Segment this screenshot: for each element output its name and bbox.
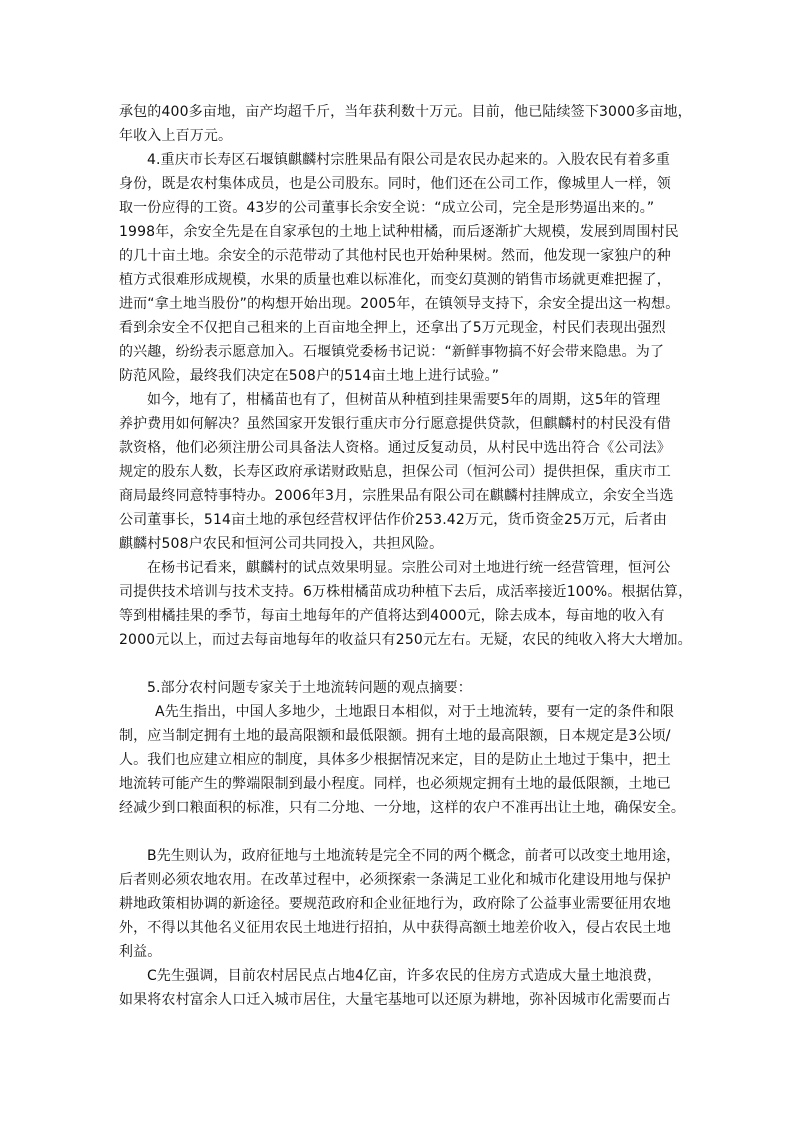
text-line: 的兴趣，纷纷表示愿意加入。石堰镇党委杨书记说：“新鲜事物搞不好会带来隐患。为了 bbox=[119, 344, 665, 360]
text-line: 制，应当制定拥有土地的最高限额和最低限额。拥有土地的最高限额，日本规定是3公顷/ bbox=[119, 728, 671, 744]
text-line: 进而“拿土地当股份”的构想开始出现。2005年，在镇领导支持下，余安全提出这一构想。 bbox=[119, 296, 680, 312]
section-heading: 5.部分农村问题专家关于土地流转问题的观点摘要： bbox=[147, 680, 472, 696]
text-line: 利益。 bbox=[119, 944, 162, 960]
text-line: 如果将农村富余人口迁入城市居住，大量宅基地可以还原为耕地，弥补因城市化需要而占 bbox=[119, 992, 671, 1008]
text-line: B先生则认为，政府征地与土地流转是完全不同的两个概念，前者可以改变土地用途， bbox=[147, 848, 681, 864]
text-line: 年收入上百万元。 bbox=[119, 128, 233, 144]
text-line: A先生指出，中国人多地少，土地跟日本相似，对于土地流转，要有一定的条件和限 bbox=[155, 704, 675, 720]
text-line: 人。我们也应建立相应的制度，具体多少根据情况来定，目的是防止土地过于集中，把土 bbox=[119, 752, 671, 768]
text-line: 经减少到口粮面积的标准，只有二分地、一分地，这样的农户不准再出让土地，确保安全。 bbox=[119, 800, 685, 816]
text-line: 植方式很难形成规模，水果的质量也难以标准化，而变幻莫测的销售市场就更难把握了， bbox=[119, 272, 671, 288]
text-line: 身份，既是农村集体成员，也是公司股东。同时，他们还在公司工作，像城里人一样，领 bbox=[119, 176, 671, 192]
text-line: C先生强调，目前农村居民点占地4亿亩，许多农民的住房方式造成大量土地浪费， bbox=[147, 968, 662, 984]
text-line: 商局最终同意特事特办。2006年3月，宗胜果品有限公司在麒麟村挂牌成立，余安全当选 bbox=[119, 488, 674, 504]
text-line: 看到余安全不仅把自己租来的上百亩地全押上，还拿出了5万元现金，村民们表现出强烈 bbox=[119, 320, 666, 336]
text-line: 耕地政策相协调的新途径。要规范政府和企业征地行为，政府除了公益事业需要征用农地 bbox=[119, 896, 671, 912]
text-line: 司提供技术培训与技术支持。6万株柑橘苗成功种植下去后，成活率接近100%。根据估算， bbox=[119, 584, 693, 600]
text-line: 如今，地有了，柑橘苗也有了，但树苗从种植到挂果需要5年的周期，这5年的管理 bbox=[147, 392, 661, 408]
text-line: 的几十亩土地。余安全的示范带动了其他村民也开始种果树。然而，他发现一家独户的种 bbox=[119, 248, 671, 264]
text-line: 等到柑橘挂果的季节，每亩土地每年的产值将达到4000元，除去成本，每亩地的收入有 bbox=[119, 608, 665, 624]
text-line: 2000元以上，而过去每亩地每年的收益只有250元左右。无疑，农民的纯收入将大大增加。 bbox=[119, 632, 692, 648]
text-line: 外，不得以其他名义征用农民土地进行招拍，从中获得高额土地差价收入，侵占农民土地 bbox=[119, 920, 671, 936]
text-line: 1998年，余安全先是在自家承包的土地上试种柑橘，而后逐渐扩大规模，发展到周围村民 bbox=[119, 224, 679, 240]
text-line: 地流转可能产生的弊端限制到最小程度。同样，也必须规定拥有土地的最低限额，土地已 bbox=[119, 776, 671, 792]
text-line: 4.重庆市长寿区石堰镇麒麟村宗胜果品有限公司是农民办起来的。入股农民有着多重 bbox=[147, 152, 671, 168]
text-line: 承包的400多亩地，亩产均超千斤，当年获利数十万元。目前，他已陆续签下3000多亩地， bbox=[119, 104, 692, 120]
text-line: 后者则必须农地农用。在改革过程中，必须探索一条满足工业化和城市化建设用地与保护 bbox=[119, 872, 671, 888]
text-line: 取一份应得的工资。43岁的公司董事长余安全说：“成立公司，完全是形势逼出来的。” bbox=[119, 200, 655, 216]
text-line: 养护费用如何解决？虽然国家开发银行重庆市分行愿意提供贷款，但麒麟村的村民没有借 bbox=[119, 416, 671, 432]
text-line: 麒麟村508户农民和恒河公司共同投入，共担风险。 bbox=[119, 536, 444, 552]
text-line: 规定的股东人数，长寿区政府承诺财政贴息，担保公司（恒河公司）提供担保，重庆市工 bbox=[119, 464, 671, 480]
text-line: 防范风险，最终我们决定在508户的514亩土地上进行试验。” bbox=[119, 368, 500, 384]
text-line: 在杨书记看来，麒麟村的试点效果明显。宗胜公司对土地进行统一经营管理，恒河公 bbox=[147, 560, 671, 576]
text-line: 款资格，他们必须注册公司具备法人资格。通过反复动员，从村民中选出符合《公司法》 bbox=[119, 440, 671, 456]
text-line: 公司董事长，514亩土地的承包经营权评估作价253.42万元，货币资金25万元，后者由 bbox=[119, 512, 667, 528]
